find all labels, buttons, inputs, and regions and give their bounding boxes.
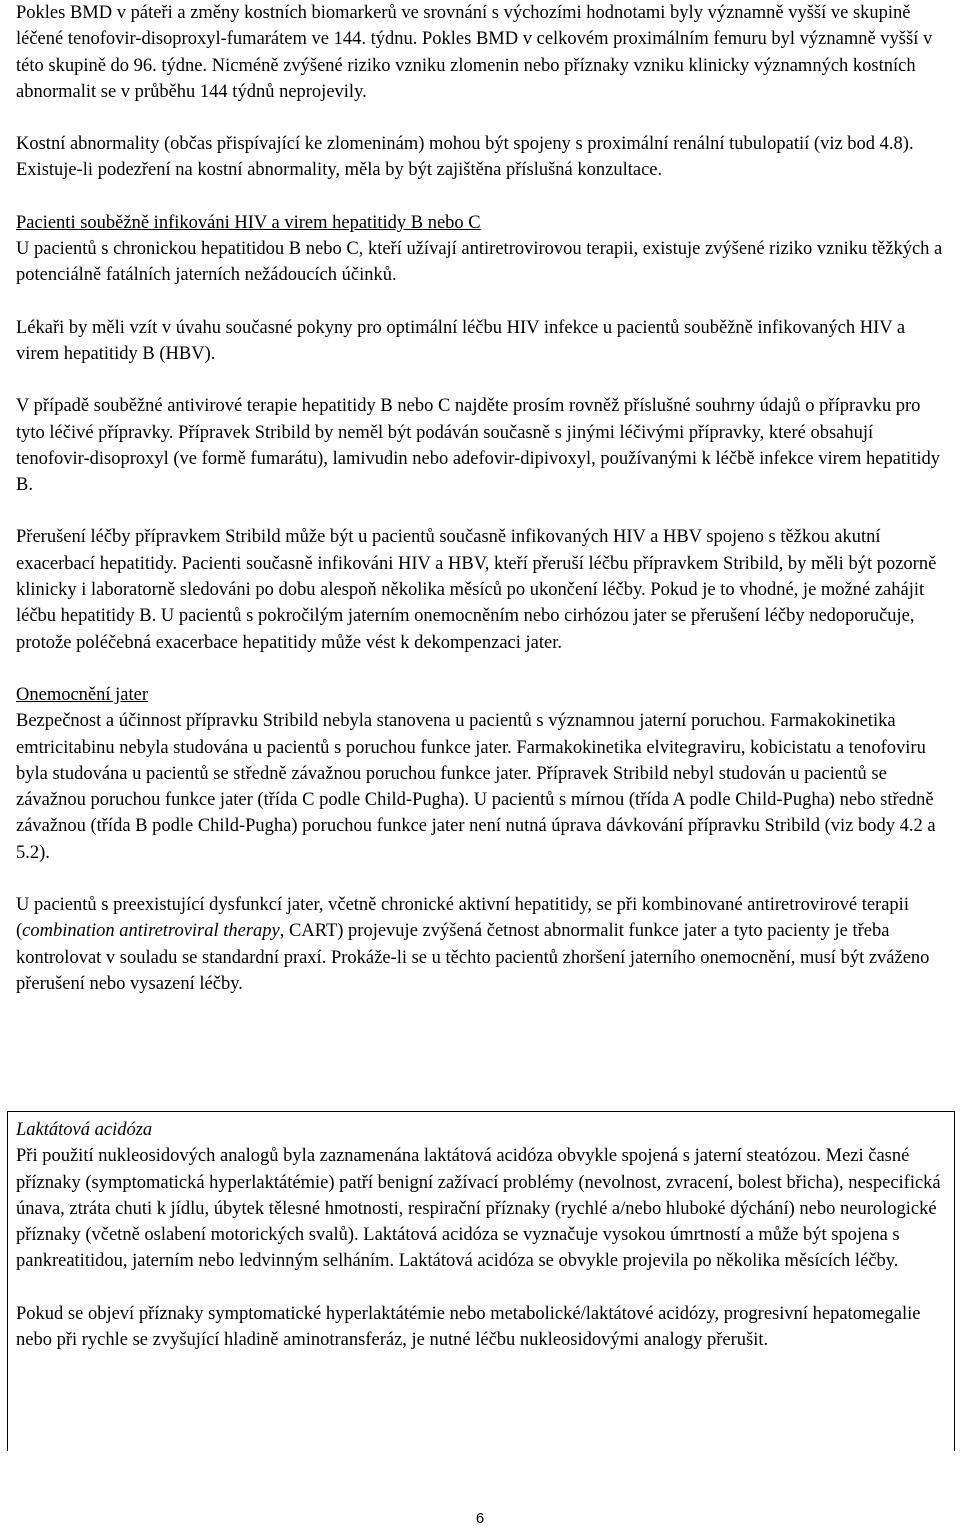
paragraph-preexisting-dysfunction	[16, 892, 946, 997]
text-segment: U pacientů s preexistující dysfunkcí jater, včetně chronické aktivní hepatitidy, se při kombinované antiretrovirové terapii (	[16, 895, 909, 942]
heading-liver-disease: Onemocnění jater	[16, 684, 149, 705]
heading-lactic-acidosis: Laktátová acidóza	[16, 1120, 153, 1140]
paragraph-guidelines: Lékaři by měli vzít v úvahu současné pokyny pro optimální léčbu HIV infekce u pacientů souběžně infikovaných HIV a virem hepatitidy B (HBV).	[16, 317, 906, 364]
paragraph-bone-abnormalities: Kostní abnormality (občas přispívající ke zlomeninám) mohou být spojeny s proximální renální tubulopatií (viz bod 4.8). Existuje-li podezření na kostní abnormality, měla by být zajištěna příslušná konzultace.	[16, 134, 914, 181]
paragraph-lactic-acidosis: Při použití nukleosidových analogů byla zaznamenána laktátová acidóza obvykle spojená s jaterní steatózou. Mezi časné příznaky (symptomatická hyperlaktátémie) patří benigní zažívací problémy (nevolnost, zvracení, bolest břicha), nespecifická únava, ztráta chuti k jídlu, úbytek tělesné hmotnosti, respirační příznaky (rychlé a/nebo hluboké dýchání) nebo neurologické příznaky (včetně oslabení motorických svalů). Laktátová acidóza se vyznačuje vysokou úmrtností a může být spojena s pankreatitidou, jaterním nebo ledvinným selháním. Laktátová acidóza se obvykle projevila po několika měsících léčby.	[16, 1146, 941, 1272]
paragraph-liver-safety: Bezpečnost a účinnost přípravku Stribild nebyla stanovena u pacientů s významnou jaterní poruchou. Farmakokinetika emtricitabinu nebyla studována u pacientů s poruchou funkce jater. Farmakokinetika elvitegraviru, kobicistatu a tenofoviru byla studována u pacientů se středně závažnou poruchou funkce jater. Přípravek Stribild nebyl studován u pacientů se závažnou poruchou funkce jater (třída C podle Child-Pugha). U pacientů s mírnou (třída A podle Child-Pugha) nebo středně závažnou (třída B podle Child-Pugha) poruchou funkce jater není nutná úprava dávkování přípravku Stribild (viz body 4.2 a 5.2).	[16, 711, 936, 863]
paragraph-bmd: Pokles BMD v páteři a změny kostních biomarkerů ve srovnání s výchozími hodnotami byly významně vyšší ve skupině léčené tenofovir-disoproxyl-fumarátem ve 144. týdnu. Pokles BMD v celkovém proximálním femuru byl významně vyšší v této skupině do 96. týdne. Nicméně zvýšené riziko vzniku zlomenin nebo příznaky vzniku klinicky významných kostních abnormalit se v průběhu 144 týdnů neprojevily.	[16, 3, 933, 102]
page-number: 6	[475, 1510, 485, 1527]
paragraph-hyperlactatemia: Pokud se objeví příznaky symptomatické hyperlaktátémie nebo metabolické/laktátové acidózy, progresivní hepatomegalie nebo při rychle se zvyšující hladině aminotransferáz, je nutné léčbu nukleosidovými analogy přerušit.	[16, 1303, 921, 1351]
paragraph-chronic-hepatitis: U pacientů s chronickou hepatitidou B nebo C, kteří užívají antiretrovirovou terapii, existuje zvýšené riziko vzniku těžkých a potenciálně fatálních jaterních nežádoucích účinků.	[16, 239, 943, 286]
lactic-acidosis-box	[7, 1111, 955, 1451]
paragraph-discontinuation: Přerušení léčby přípravkem Stribild může být u pacientů současně infikovaných HIV a HBV spojeno s těžkou akutní exacerbací hepatitidy. Pacienti současně infikováni HIV a HBV, kteří přeruší léčbu přípravkem Stribild, by měli být pozorně klinicky i laboratorně sledováni po dobu alespoň několika měsíců po ukončení léčby. Pokud je to vhodné, je možné zahájit léčbu hepatitidy B. U pacientů s pokročilým jaterním onemocněním nebo cirhózou jater se přerušení léčby nedoporučuje, protože poléčebná exacerbace hepatitidy může vést k dekompenzaci jater.	[16, 527, 937, 653]
document-page	[16, 0, 946, 997]
heading-hiv-hepatitis: Pacienti souběžně infikováni HIV a virem hepatitidy B nebo C	[16, 212, 481, 233]
paragraph-antiviral-therapy: V případě souběžné antivirové terapie hepatitidy B nebo C najděte prosím rovněž příslušné souhrny údajů o přípravku pro tyto léčivé přípravky. Přípravek Stribild by neměl být podáván současně s jinými léčivými přípravky, které obsahují tenofovir-disoproxyl (ve formě fumarátu), lamivudin nebo adefovir-dipivoxyl, používanými k léčbě infekce virem hepatitidy B.	[16, 396, 940, 496]
text-italic-cart: combination antiretroviral therapy	[22, 921, 280, 942]
text-segment: , CART) projevuje zvýšená četnost abnormalit funkce jater a tyto pacienty je třeba kontrolovat v souladu se standardní praxí. Prokáže-li se u těchto pacientů zhoršení jaterního onemocnění, musí být zváženo přerušení nebo vysazení léčby.	[16, 921, 930, 994]
